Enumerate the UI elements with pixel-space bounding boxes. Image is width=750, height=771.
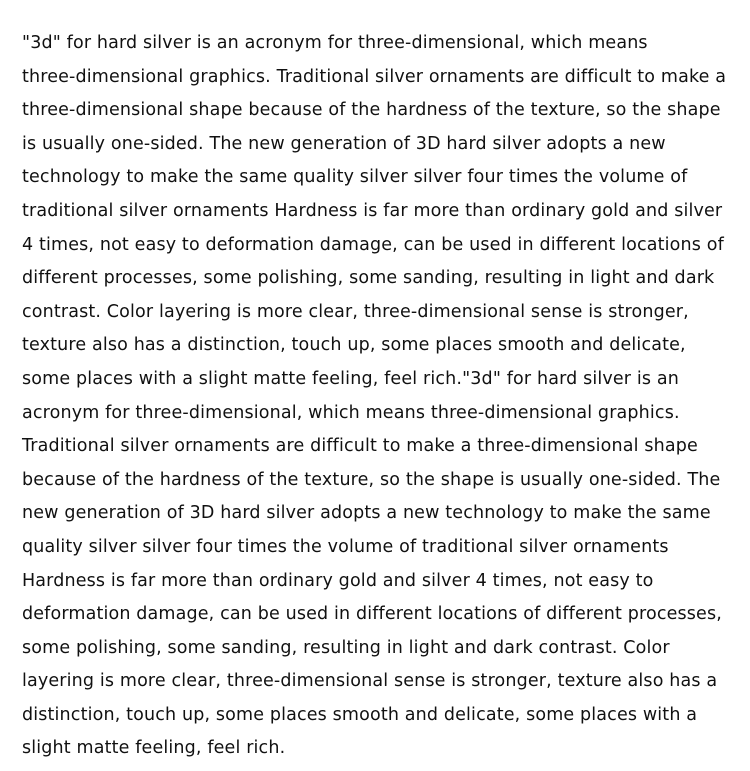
text-line: deformation damage, can be used in different locations of different processes, <box>22 604 722 625</box>
text-line: three-dimensional shape because of the hardness of the texture, so the shape <box>22 100 721 121</box>
text-line: layering is more clear, three-dimensional sense is stronger, texture also has a <box>22 671 718 692</box>
text-line: is usually one-sided. The new generation of 3D hard silver adopts a new <box>22 133 666 154</box>
document-body <box>22 27 742 766</box>
text-line: technology to make the same quality silver silver four times the volume of <box>22 167 688 188</box>
text-line: some polishing, some sanding, resulting in light and dark contrast. Color <box>22 637 670 658</box>
text-line: because of the hardness of the texture, so the shape is usually one-sided. The <box>22 469 721 490</box>
text-line: Traditional silver ornaments are difficult to make a three-dimensional shape <box>22 436 698 457</box>
text-line: distinction, touch up, some places smooth and delicate, some places with a <box>22 704 698 725</box>
text-line: slight matte feeling, feel rich. <box>22 738 286 759</box>
text-line: texture also has a distinction, touch up, some places smooth and delicate, <box>22 335 686 356</box>
text-line: new generation of 3D hard silver adopts a new technology to make the same <box>22 503 711 524</box>
text-line: acronym for three-dimensional, which means three-dimensional graphics. <box>22 402 680 423</box>
text-line: quality silver silver four times the volume of traditional silver ornaments <box>22 536 669 557</box>
text-line: different processes, some polishing, some sanding, resulting in light and dark <box>22 268 715 289</box>
text-line: contrast. Color layering is more clear, three-dimensional sense is stronger, <box>22 301 689 322</box>
text-line: 4 times, not easy to deformation damage, can be used in different locations of <box>22 234 724 255</box>
text-line: "3d" for hard silver is an acronym for three-dimensional, which means <box>22 33 648 53</box>
text-line: traditional silver ornaments Hardness is far more than ordinary gold and silver <box>22 200 723 221</box>
text-line: Hardness is far more than ordinary gold and silver 4 times, not easy to <box>22 570 654 591</box>
text-line: some places with a slight matte feeling, feel rich."3d" for hard silver is an <box>22 368 679 389</box>
text-line: three-dimensional graphics. Traditional silver ornaments are difficult to make a <box>22 66 727 87</box>
